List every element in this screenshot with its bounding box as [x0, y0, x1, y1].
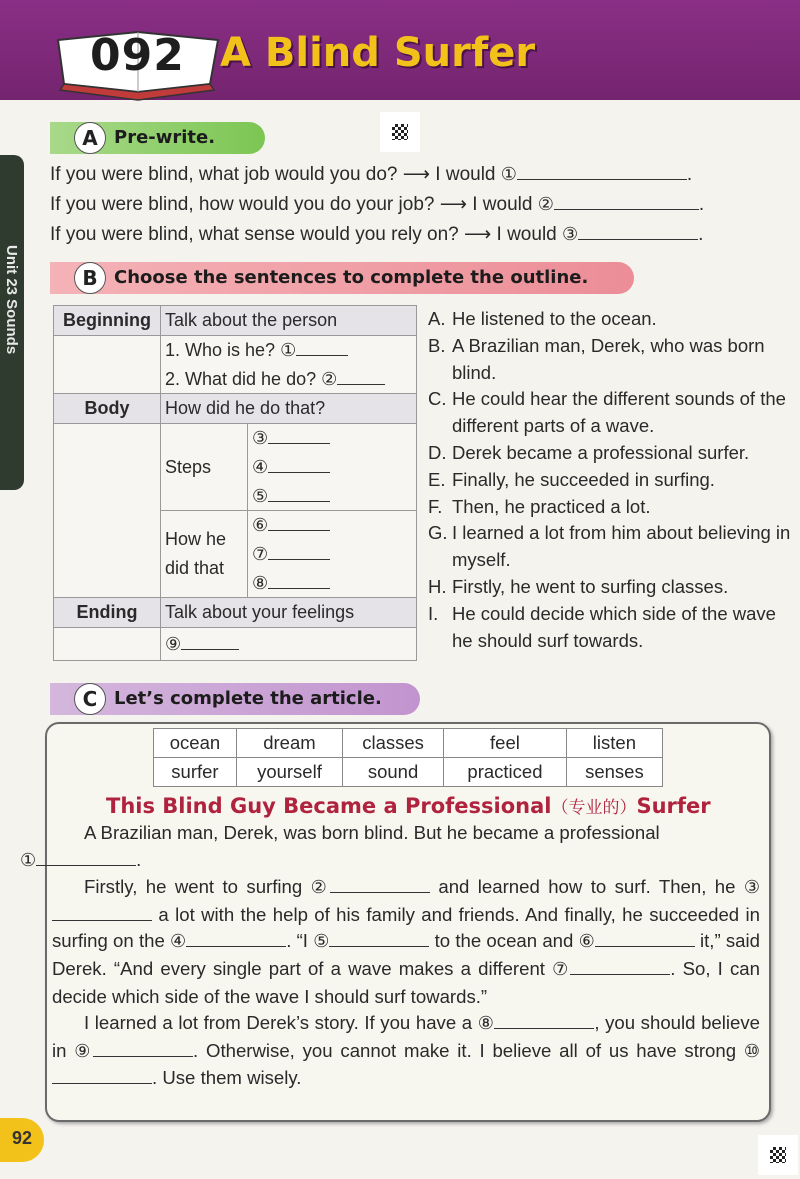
qr-code-icon[interactable] — [380, 112, 420, 152]
option-b: B. A Brazilian man, Derek, who was born blind. — [428, 334, 765, 383]
option-f: F. Then, he practiced a lot. — [428, 495, 651, 517]
section-a-header — [50, 122, 265, 154]
option-c: C. He could hear the different sounds of the different parts of a wave. — [428, 388, 786, 437]
article-body — [20, 820, 761, 1092]
option-h: H. Firstly, he went to surfing classes. — [428, 575, 729, 597]
option-g: G. I learned a lot from him about believing in myself. — [428, 522, 791, 571]
qr-code-icon[interactable] — [758, 1135, 798, 1175]
prewrite-question-3: If you were blind, what sense would you rely on? ⟶ I would ③ . — [50, 224, 704, 245]
lesson-title: A Blind Surfer — [220, 30, 536, 76]
outline-options-list — [428, 306, 798, 654]
article-paragraph-2: Firstly, he went to surfing ② and learned how to surf. Then, he ③ a lot with the help of his family and friends. And finally, he succeeded in surfing on the ④ . “I ⑤ to the ocean and ⑥ it,” said Derek. “And every single part of a wave makes a different ⑦ . So, I can decide which side of the wave I should surf towards.” — [52, 876, 760, 1007]
lesson-number: 092 — [90, 30, 185, 81]
section-b-title: Choose the sentences to complete the outline. — [114, 267, 589, 288]
prewrite-question-2: If you were blind, how would you do your job? ⟶ I would ② . — [50, 194, 705, 215]
page-header — [0, 0, 800, 100]
option-i: I. He could decide which side of the wave he should surf towards. — [428, 602, 776, 651]
section-b-header — [50, 262, 634, 294]
section-a-title: Pre-write. — [114, 127, 216, 148]
unit-side-tab: Unit 23 Sounds — [0, 155, 24, 490]
option-a: A. He listened to the ocean. — [428, 308, 657, 329]
article-paragraph-3: I learned a lot from Derek’s story. If you have a ⑧ , you should believe in ⑨ . Otherwise, you cannot make it. I believe all of us have strong ⑩. Use them wisely. — [52, 1012, 761, 1089]
article-paragraph-1: A Brazilian man, Derek, was born blind. But he became a professional ① . — [20, 822, 660, 871]
how-he-did-that-label: How he did that — [161, 511, 248, 598]
section-c-title: Let’s complete the article. — [114, 688, 382, 709]
option-e: E. Finally, he succeeded in surfing. — [428, 468, 715, 490]
section-a-letter: A — [74, 122, 106, 154]
section-b-letter: B — [74, 262, 106, 294]
page-number: 92 — [0, 1118, 44, 1162]
section-c-header — [50, 683, 420, 715]
article-title: This Blind Guy Became a Professional（专业的）Surfer — [106, 794, 711, 818]
outline-table: Beginning Talk about the person 1. Who is he? ① 2. What did he do? ② Body How did he do that? Steps ③ ④ ⑤ How he did that ⑥ ⑦ ⑧ Ending Talk about your feelings ⑨ — [53, 305, 417, 661]
word-bank: ocean dream classes feel listen surfer yourself sound practiced senses — [153, 728, 663, 787]
section-c-letter: C — [74, 683, 106, 715]
option-d: D. Derek became a professional surfer. — [428, 441, 750, 463]
prewrite-question-1: If you were blind, what job would you do? ⟶ I would ① . — [50, 164, 693, 185]
